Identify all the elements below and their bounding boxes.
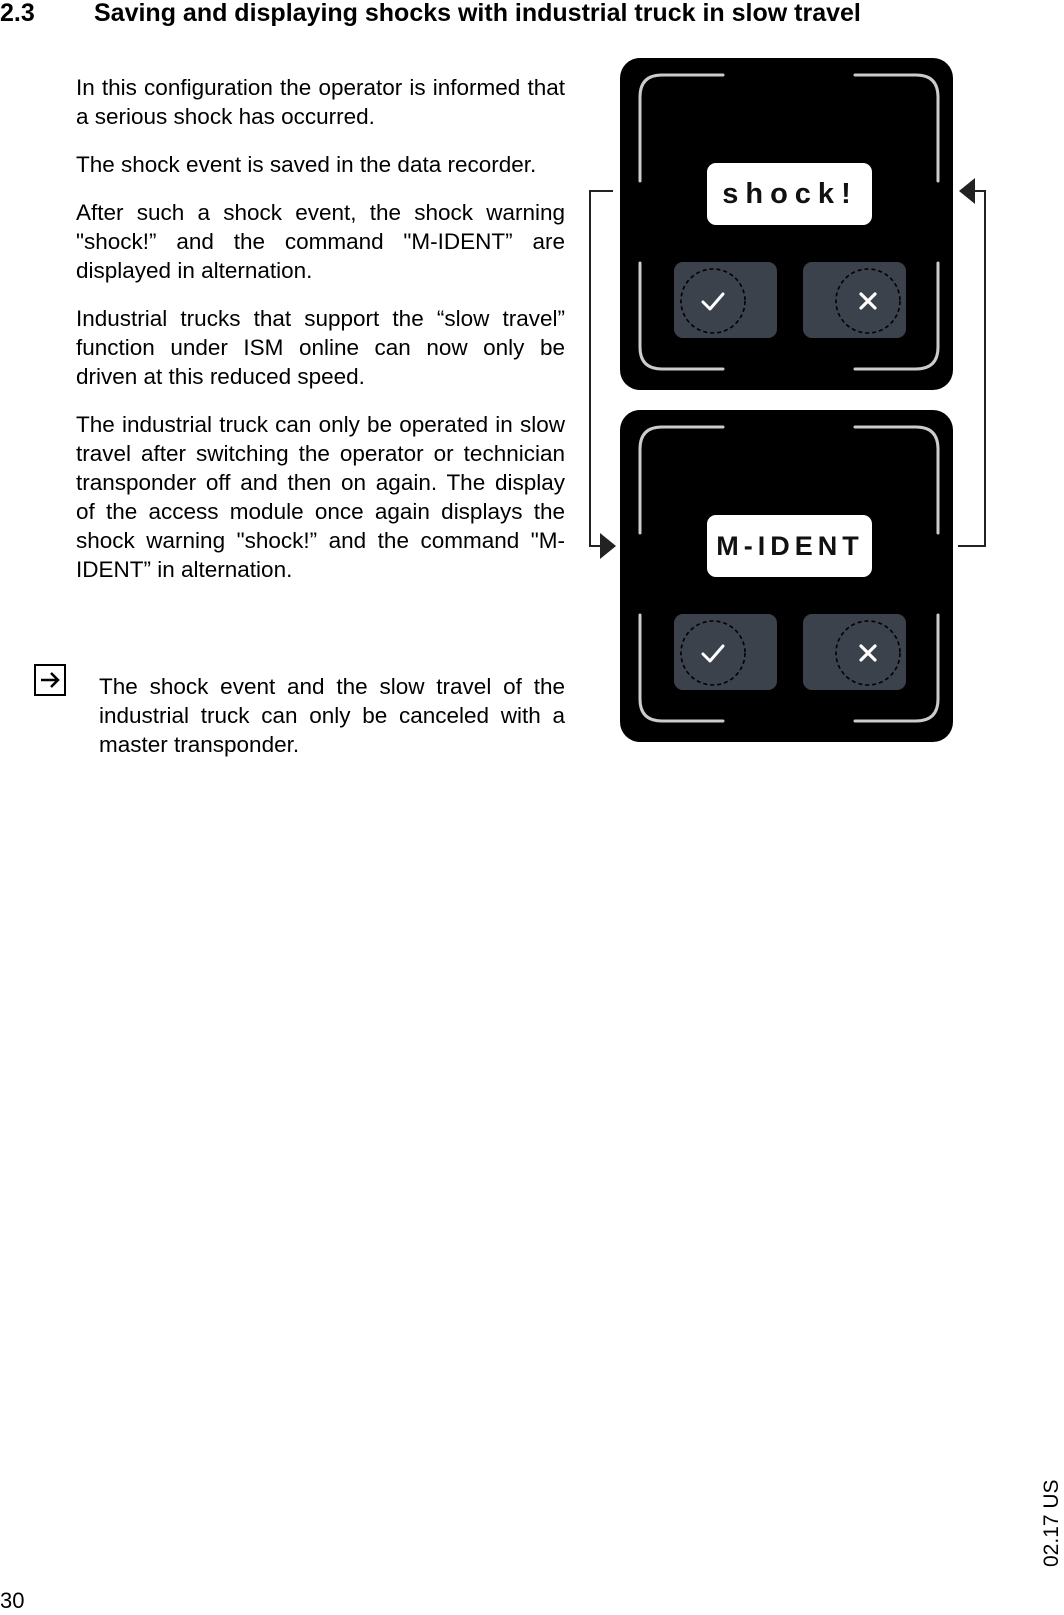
paragraph: The shock event is saved in the data recorder. [76, 152, 537, 177]
body-text [76, 73, 565, 603]
note-text: The shock event and the slow travel of the industrial truck can only be canceled with a master transponder. [99, 674, 565, 757]
display-text: M-IDENT [716, 531, 864, 561]
alternation-arrow-right [958, 178, 985, 546]
paragraph: Industrial trucks that support the “slow travel” function under ISM online can now only be driven at this reduced speed. [76, 306, 565, 389]
access-module-figure [580, 55, 1000, 765]
display-text: shock! [722, 178, 858, 210]
section-number: 2.3 [0, 0, 35, 27]
paragraph: After such a shock event, the shock warning "shock!” and the command "M-IDENT” are displayed in alternation. [76, 200, 565, 283]
edition-label: 02.17 US [1040, 1479, 1063, 1567]
section-heading [0, 0, 1046, 30]
arrow-right-icon [34, 664, 66, 696]
cancel-button[interactable] [803, 262, 906, 338]
paragraph: The industrial truck can only be operated in slow travel after switching the operator or technician transponder off and then on again. The display of the access module once again displays the shock warning "shock!” and the command "M-IDENT” in alternation. [76, 412, 565, 582]
cancel-button[interactable] [803, 614, 906, 690]
paragraph: In this configuration the operator is informed that a serious shock has occurred. [76, 75, 565, 129]
alternation-arrow-left [590, 191, 616, 559]
confirm-button[interactable] [674, 262, 777, 338]
display-panel-shock [620, 58, 953, 390]
page-number: 30 [0, 1588, 25, 1613]
section-title: Saving and displaying shocks with industrial truck in slow travel [94, 0, 861, 27]
confirm-button[interactable] [674, 614, 777, 690]
display-panel-m-ident [620, 410, 953, 742]
